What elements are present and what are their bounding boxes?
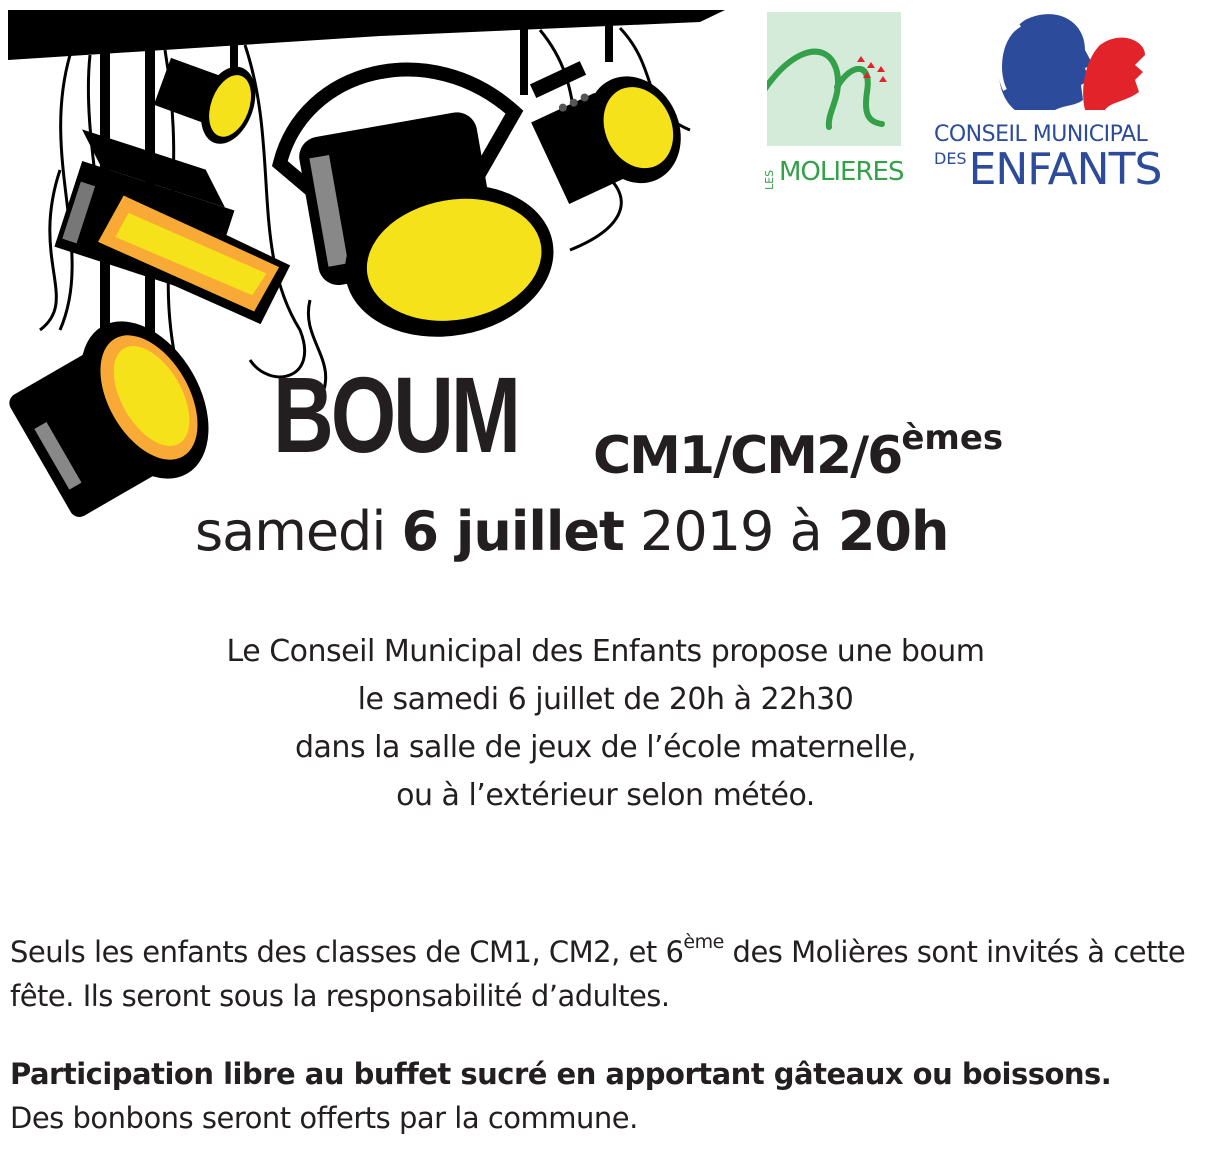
- event-title: BOUM: [273, 354, 518, 475]
- intro-text: [0, 628, 1211, 820]
- cme-enfants: ENFANTS: [968, 144, 1162, 195]
- cme-des: DES: [934, 149, 967, 168]
- molieres-prefix: LES: [763, 169, 776, 190]
- conseil-municipal-des-enfants-logo: [930, 10, 1205, 195]
- children-faces-icon: [985, 10, 1155, 120]
- date-day: samedi: [195, 500, 386, 563]
- event-classes: CM1/CM2/6èmes: [593, 418, 1004, 486]
- molieres-m-icon: [767, 12, 901, 146]
- molieres-logo-emblem: [767, 12, 901, 146]
- cme-line1: CONSEIL MUNICIPAL: [934, 122, 1148, 147]
- event-classes-sup: èmes: [901, 418, 1004, 458]
- grade-sup: ème: [683, 931, 724, 953]
- date-time: 20h: [837, 500, 949, 563]
- date-year: 2019 à: [639, 500, 822, 563]
- buffet-note: Participation libre au buffet sucré en apportant gâteaux ou boissons.: [10, 1057, 1112, 1091]
- candy-note: Des bonbons seront offerts par la commune.: [10, 1101, 638, 1135]
- buffet-paragraph: [10, 1052, 1205, 1140]
- intro-line: dans la salle de jeux de l’école maternelle,: [295, 730, 916, 765]
- intro-line: ou à l’extérieur selon météo.: [396, 778, 815, 813]
- molieres-name: MOLIERES: [779, 157, 904, 187]
- invitation-paragraph: Seuls les enfants des classes de CM1, CM2, et 6ème des Molières sont invités à cette fête. Ils seront sous la responsabilité d’adultes.: [10, 931, 1186, 1013]
- event-heading: [273, 352, 1004, 486]
- les-molieres-logo: [742, 12, 904, 190]
- event-date-line: [195, 500, 948, 563]
- date-date: 6 juillet: [401, 500, 624, 563]
- intro-line: le samedi 6 juillet de 20h à 22h30: [357, 682, 854, 717]
- intro-line: Le Conseil Municipal des Enfants propose une boum: [226, 634, 985, 669]
